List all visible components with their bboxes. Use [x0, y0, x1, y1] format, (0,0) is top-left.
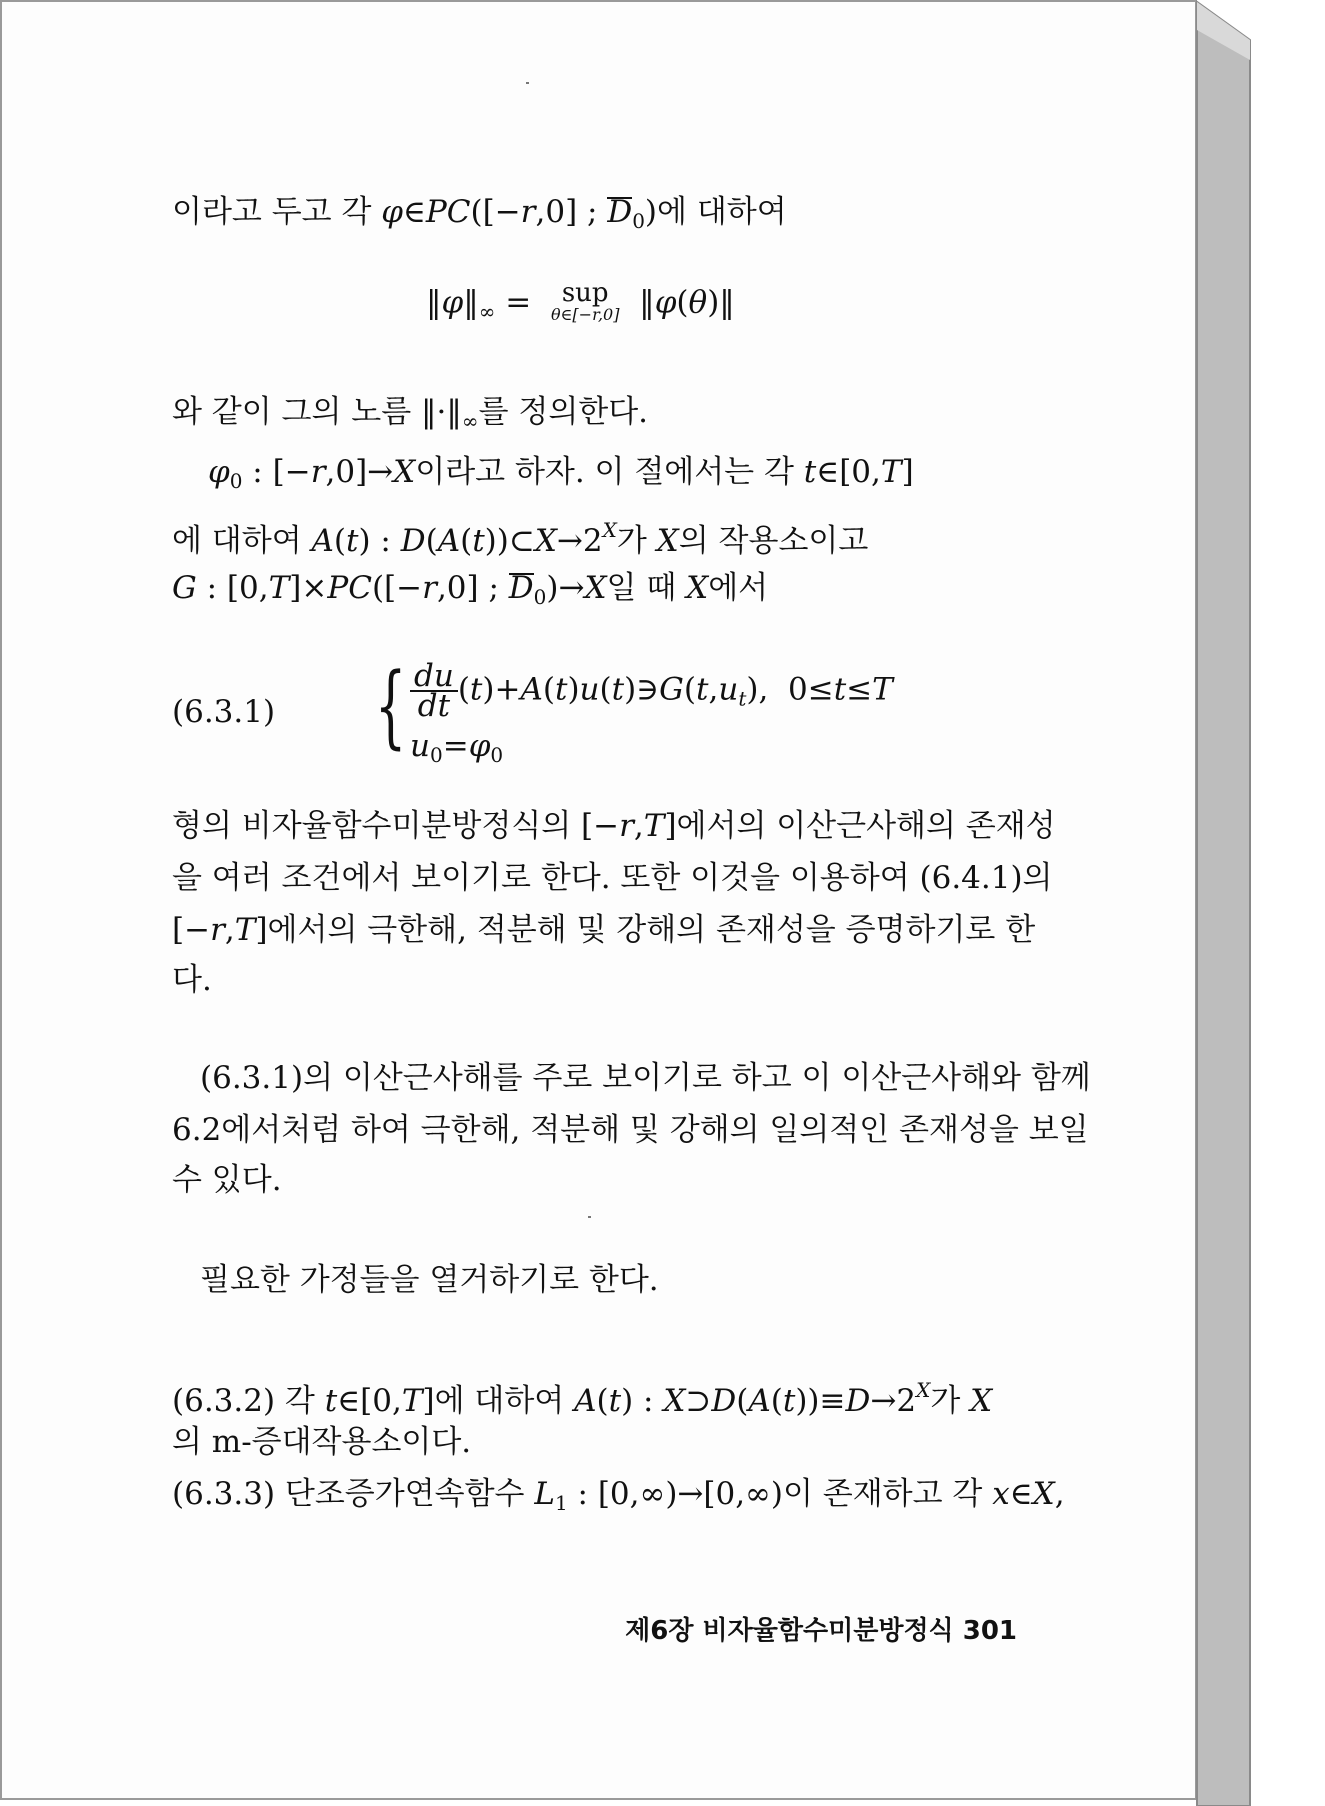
- text-line: 수 있다.: [172, 1162, 282, 1198]
- text-line: 에 대하여 A(t) : $D(A(t))\subset X\to 2^X$가 X의 작용소이고: [172, 518, 869, 559]
- text-line: [−r,T]에서의 극한해, 적분해 및 강해의 존재성을 증명하기로 한: [172, 912, 1036, 948]
- text-line: 다.: [172, 962, 212, 998]
- text-line: 의 m-증대작용소이다.: [172, 1424, 472, 1460]
- text-line: 6.2에서처럼 하여 극한해, 적분해 및 강해의 일의적인 존재성을 보일: [172, 1112, 1089, 1148]
- norm-definition: $‖\varphi‖_\infty$ = sup θ∈[−r,0] ‖φ(θ)‖: [426, 278, 735, 324]
- text-line: 이라고 두고 각 φ∈PC([−r,0] ; $D_0$)에 대하여: [172, 194, 787, 233]
- text-line: 형의 비자율함수미분방정식의 [−r,T]에서의 이산근사해의 존재성: [172, 808, 1056, 844]
- speck: [526, 82, 529, 84]
- korean-text: 이라고 두고 각: [172, 194, 382, 230]
- speck: [588, 1216, 591, 1218]
- text-line: 와 같이 그의 노름 $‖\cdot‖_\infty$를 정의한다.: [172, 394, 649, 433]
- equation-label: (6.3.1): [172, 694, 276, 730]
- text-line: 을 여러 조건에서 보이기로 한다. 또한 이것을 이용하여 (6.4.1)의: [172, 860, 1053, 896]
- equation-line-2: $u_0=\varphi_0$: [410, 728, 504, 767]
- running-footer: 제6장 비자율함수미분방정식 301: [625, 1616, 1017, 1646]
- equation-line-1: $\frac{du}{dt}$ $(t)+A(t)u(t)∋G(t,u_t)$, 0≤t≤T: [410, 662, 893, 720]
- assumption-6-3-3: (6.3.3) 단조증가연속함수 $L_1$ : [0,∞)→[0,∞)이 존재하고 각 x∈X,: [172, 1476, 1065, 1515]
- text-line: (6.3.1)의 이산근사해를 주로 보이기로 하고 이 이산근사해와 함께: [200, 1060, 1091, 1096]
- text-line: 필요한 가정들을 열거하기로 한다.: [200, 1262, 659, 1298]
- brace: {: [374, 654, 407, 759]
- text-line: $\varphi_0$ : [−r,0]→X이라고 하자. 이 절에서는 각 t∈[0,T]: [208, 454, 914, 493]
- text-line: G : [0,T]×PC([−r,0] ; $D_0)\to X$일 때 X에서: [172, 570, 769, 609]
- assumption-6-3-2: (6.3.2) 각 t∈[0,T]에 대하여 A(t) : $X⊃D(A(t))\equiv D\to 2^X$가 X: [172, 1378, 993, 1419]
